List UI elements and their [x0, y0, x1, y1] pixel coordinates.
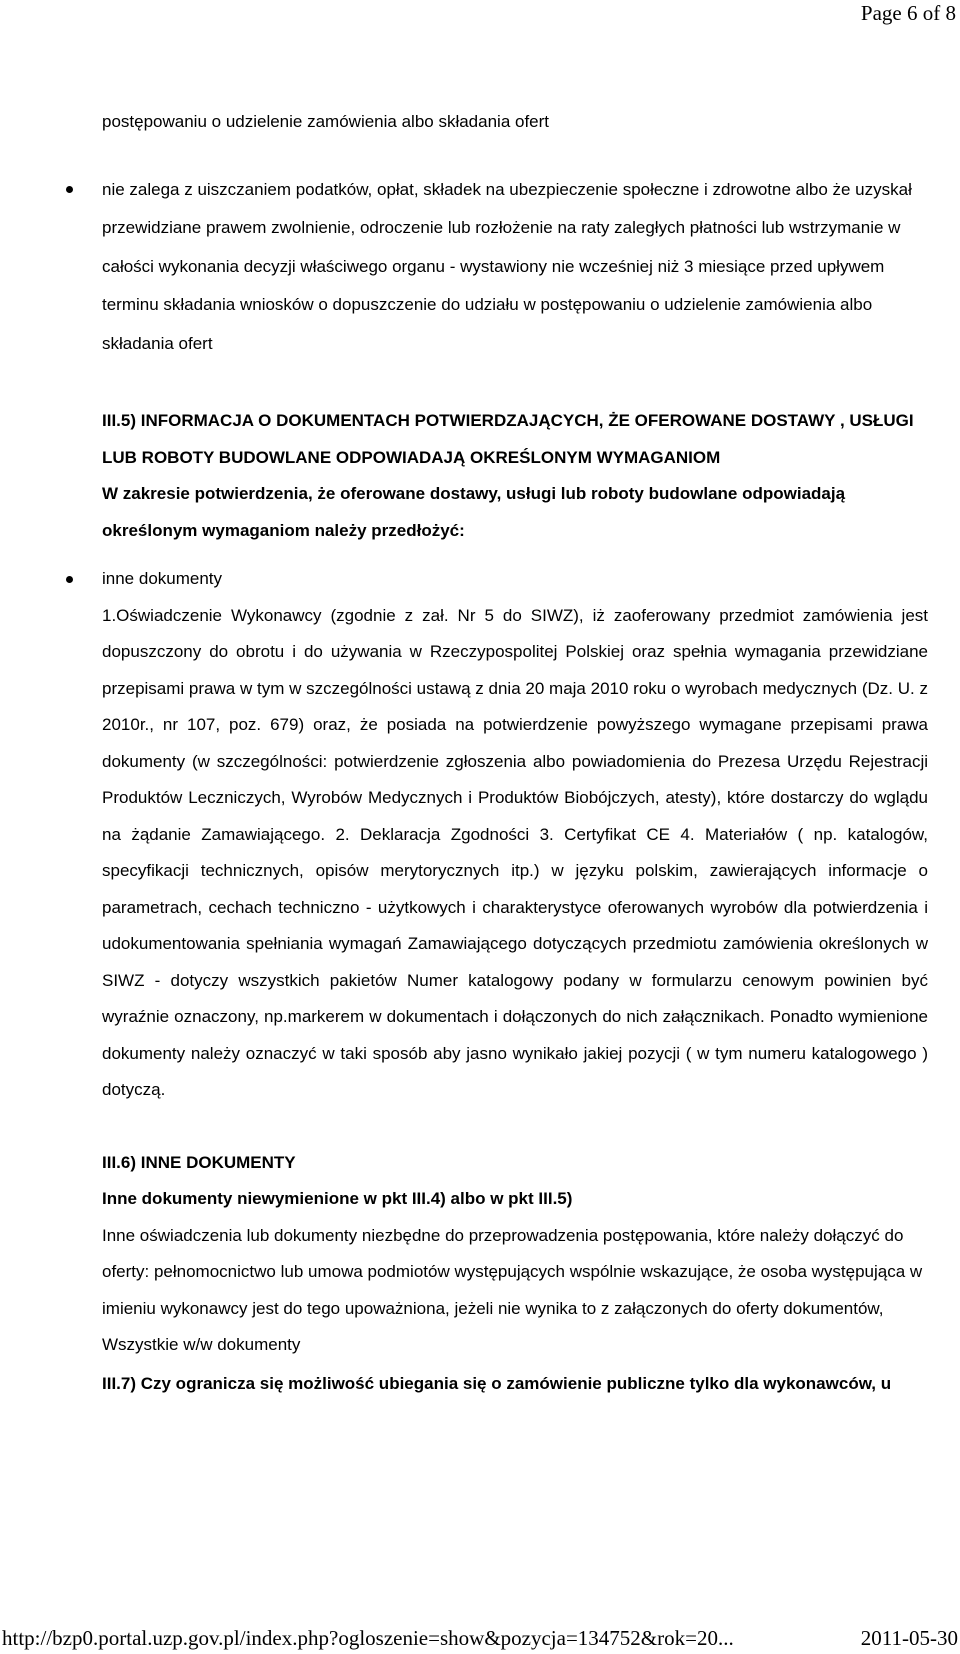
footer-date: 2011-05-30 — [860, 1626, 958, 1650]
list-item — [102, 171, 928, 364]
section-subheading-III5: W zakresie potwierdzenia, że oferowane dostawy, usługi lub roboty budowlane odpowiadają określonym wymaganiom należy przedłożyć: — [102, 484, 846, 540]
footer-url: http://bzp0.portal.uzp.gov.pl/index.php?ogloszenie=show&pozycja=134752&rok=20... — [2, 1626, 734, 1650]
section-body-III5: 1.Oświadczenie Wykonawcy (zgodnie z zał. Nr 5 do SIWZ), iż zaoferowany przedmiot zamówienia jest dopuszczony do obrotu i do używania w Rzeczypospolitej Polskiej oraz spełnia wymagania przewidziane przepisami prawa w tym w szczególności ustawą z dnia 20 maja 2010 roku o wyrobach medycznych (Dz. U. z 2010r., nr 107, poz. 679) oraz, że posiada na potwierdzenie powyższego wymagane przepisami prawa dokumenty (w szczególności: potwierdzenie zgłoszenia albo powiadomienia do Prezesa Urzędu Rejestracji Produktów Leczniczych, Wyrobów Medycznych i Produktów Biobójczych, atesty), które dostarczy do wglądu na żądanie Zamawiającego. 2. Deklaracja Zgodności 3. Certyfikat CE 4. Materiałów ( np. katalogów, specyfikacji technicznych, opisów merytorycznych itp.) w języku polskim, zawierających informacje o parametrach, cechach techniczno - użytkowych i charakterystyce oferowanych wyrobów dla potwierdzenia i udokumentowania spełniania wymagań Zamawiającego dotyczących przedmiotu zamówienia określonych w SIWZ - dotyczy wszystkich pakietów Numer katalogowy podany w formularzu cenowym powinien być wyraźnie oznaczony, np.markerem w dokumentach i dołączonych do nich załącznikach. Ponadto wymienione dokumenty należy oznaczyć w taki sposób aby jasno wynikało jakiej pozycji ( w tym numeru katalogowego ) dotyczą. — [102, 605, 928, 1100]
page-number: Page 6 of 8 — [860, 1, 956, 25]
section-heading-III7: III.7) Czy ogranicza się możliwość ubiegania się o zamówienie publiczne tylko dla wykonawców, u — [102, 1373, 892, 1393]
document-body — [102, 104, 928, 1402]
list-item-text: inne dokumenty — [102, 569, 223, 589]
section-body-III6: Inne oświadczenia lub dokumenty niezbędne do przeprowadzenia postępowania, które należy dołączyć do oferty: pełnomocnictwo lub umowa podmiotów występujących wspólnie wskazujące, że osoba występująca w imieniu wykonawcy jest do tego upoważniona, jeżeli nie wynika to z załączonych do oferty dokumentów, Wszystkie w/w dokumenty — [102, 1225, 923, 1355]
paragraph-continuation: postępowaniu o udzielenie zamówienia albo składania ofert — [102, 112, 550, 131]
section-subheading-III6: Inne dokumenty niewymienione w pkt III.4) albo w pkt III.5) — [102, 1189, 573, 1209]
section-heading-III5: III.5) INFORMACJA O DOKUMENTACH POTWIERDZAJĄCYCH, ŻE OFEROWANE DOSTAWY , USŁUGI LUB ROBOTY BUDOWLANE ODPOWIADAJĄ OKREŚLONYM WYMAGANIOM — [102, 411, 914, 467]
bullet-icon — [66, 186, 73, 193]
footer — [2, 1625, 958, 1651]
list-item — [102, 561, 928, 598]
section-heading-III6: III.6) INNE DOKUMENTY — [102, 1152, 296, 1172]
bullet-icon — [66, 576, 73, 583]
list-item-text: nie zalega z uiszczaniem podatków, opłat, składek na ubezpieczenie społeczne i zdrowotne albo że uzyskał przewidziane prawem zwolnienie, odroczenie lub rozłożenie na raty zaległych płatności lub wstrzymanie w całości wykonania decyzji właściwego organu - wystawiony nie wcześniej niż 3 miesiące przed upływem terminu składania wniosków o dopuszczenie do udziału w postępowaniu o udzielenie zamówienia albo składania ofert — [102, 179, 912, 353]
